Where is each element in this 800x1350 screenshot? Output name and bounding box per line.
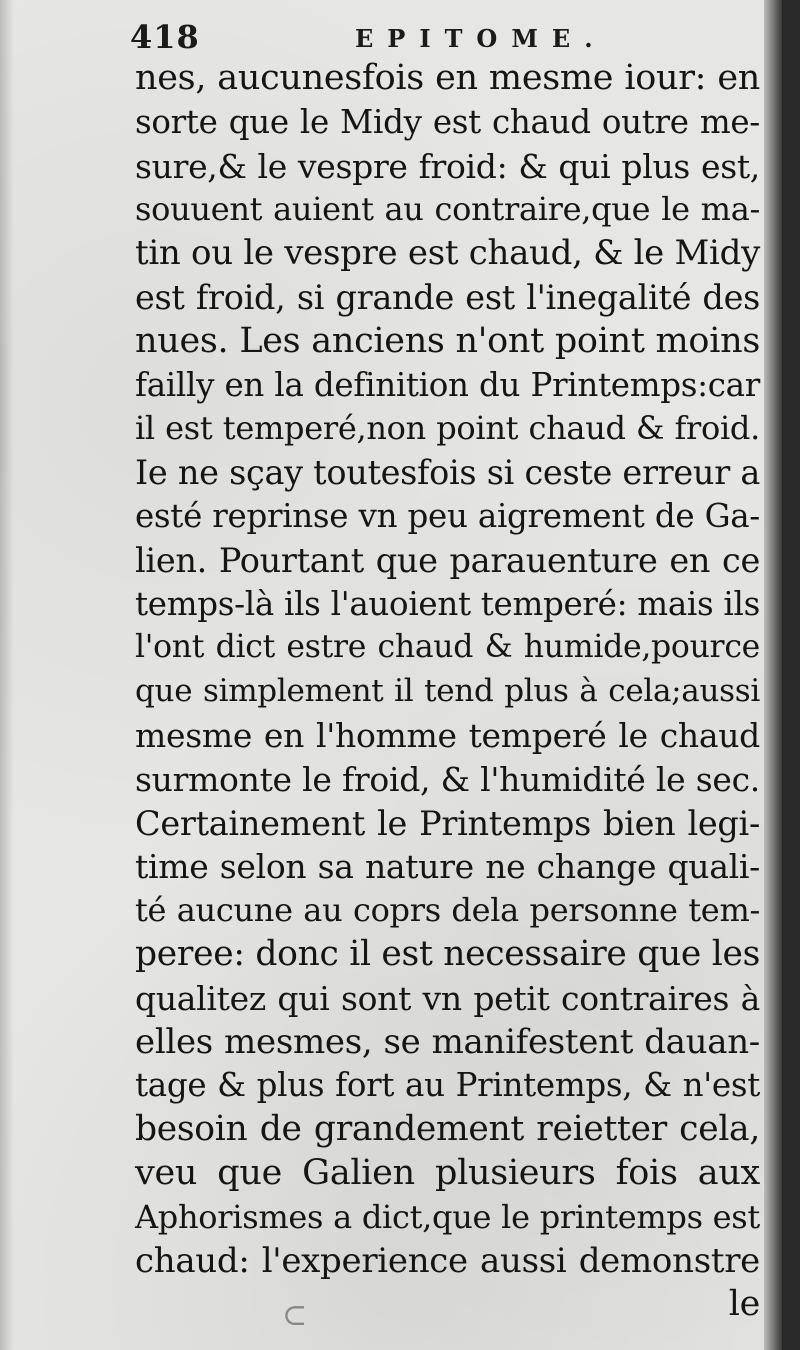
text-line: nues. Les anciens n'ont point moins <box>135 320 760 361</box>
body-text <box>135 57 760 1327</box>
text-line: besoin de grandement reietter cela, <box>135 1109 760 1150</box>
text-line: elles mesmes, se manifestent dauan- <box>135 1021 760 1062</box>
text-line: té aucune au coprs dela personne tem- <box>135 891 760 930</box>
text-line: surmonte le froid, & l'humidité le sec. <box>135 759 760 799</box>
text-line: que simplement il tend plus à cela;aussi <box>135 673 760 710</box>
text-line: Ie ne sçay toutesfois si ceste erreur a <box>135 453 760 493</box>
text-line: lien. Pourtant que parauenture en ce <box>135 540 760 580</box>
text-line: Certainement le Printemps bien legi- <box>135 803 760 843</box>
text-line: l'ont dict estre chaud & humide,pource <box>135 629 760 666</box>
text-line: sorte que le Midy est chaud outre me- <box>135 102 760 141</box>
text-line: est froid, si grande est l'inegalité des <box>135 277 760 317</box>
text-line: sure,& le vespre froid: & qui plus est, <box>135 146 760 186</box>
text-line: tage & plus fort au Printemps, & n'est <box>135 1066 760 1105</box>
text-line: qualitez qui sont vn petit contraires à <box>135 978 760 1018</box>
page-edge <box>764 0 782 1350</box>
text-line: temps-là ils l'auoient temperé: mais ils <box>135 584 760 623</box>
text-line: souuent auient au contraire,que le ma- <box>135 190 760 229</box>
ink-mark: ⊂ <box>282 1298 308 1333</box>
text-line: chaud: l'experience aussi demonstre <box>135 1240 760 1281</box>
text-line: Aphorismes a dict,que le printemps est <box>135 1197 760 1236</box>
text-line: esté reprinse vn peu aigrement de Ga- <box>135 496 760 535</box>
text-line: mesme en l'homme temperé le chaud <box>135 715 760 755</box>
page-number: 418 <box>130 18 200 56</box>
gutter-shadow <box>0 0 14 1350</box>
text-line: peree: donc il est necessaire que les <box>135 933 760 974</box>
text-line: failly en la definition du Printemps:car <box>135 365 760 404</box>
text-line: nes, aucunesfois en mesme iour: en <box>135 58 760 98</box>
page-header <box>130 18 770 58</box>
running-head: EPITOME. <box>355 24 607 53</box>
catchword: le <box>728 1284 760 1325</box>
text-line: tin ou le vespre est chaud, & le Midy <box>135 233 760 274</box>
text-line: time selon sa nature ne change quali- <box>135 847 760 887</box>
text-line: il est temperé,non point chaud & froid. <box>135 409 760 448</box>
text-line: veu que Galien plusieurs fois aux <box>135 1152 760 1193</box>
